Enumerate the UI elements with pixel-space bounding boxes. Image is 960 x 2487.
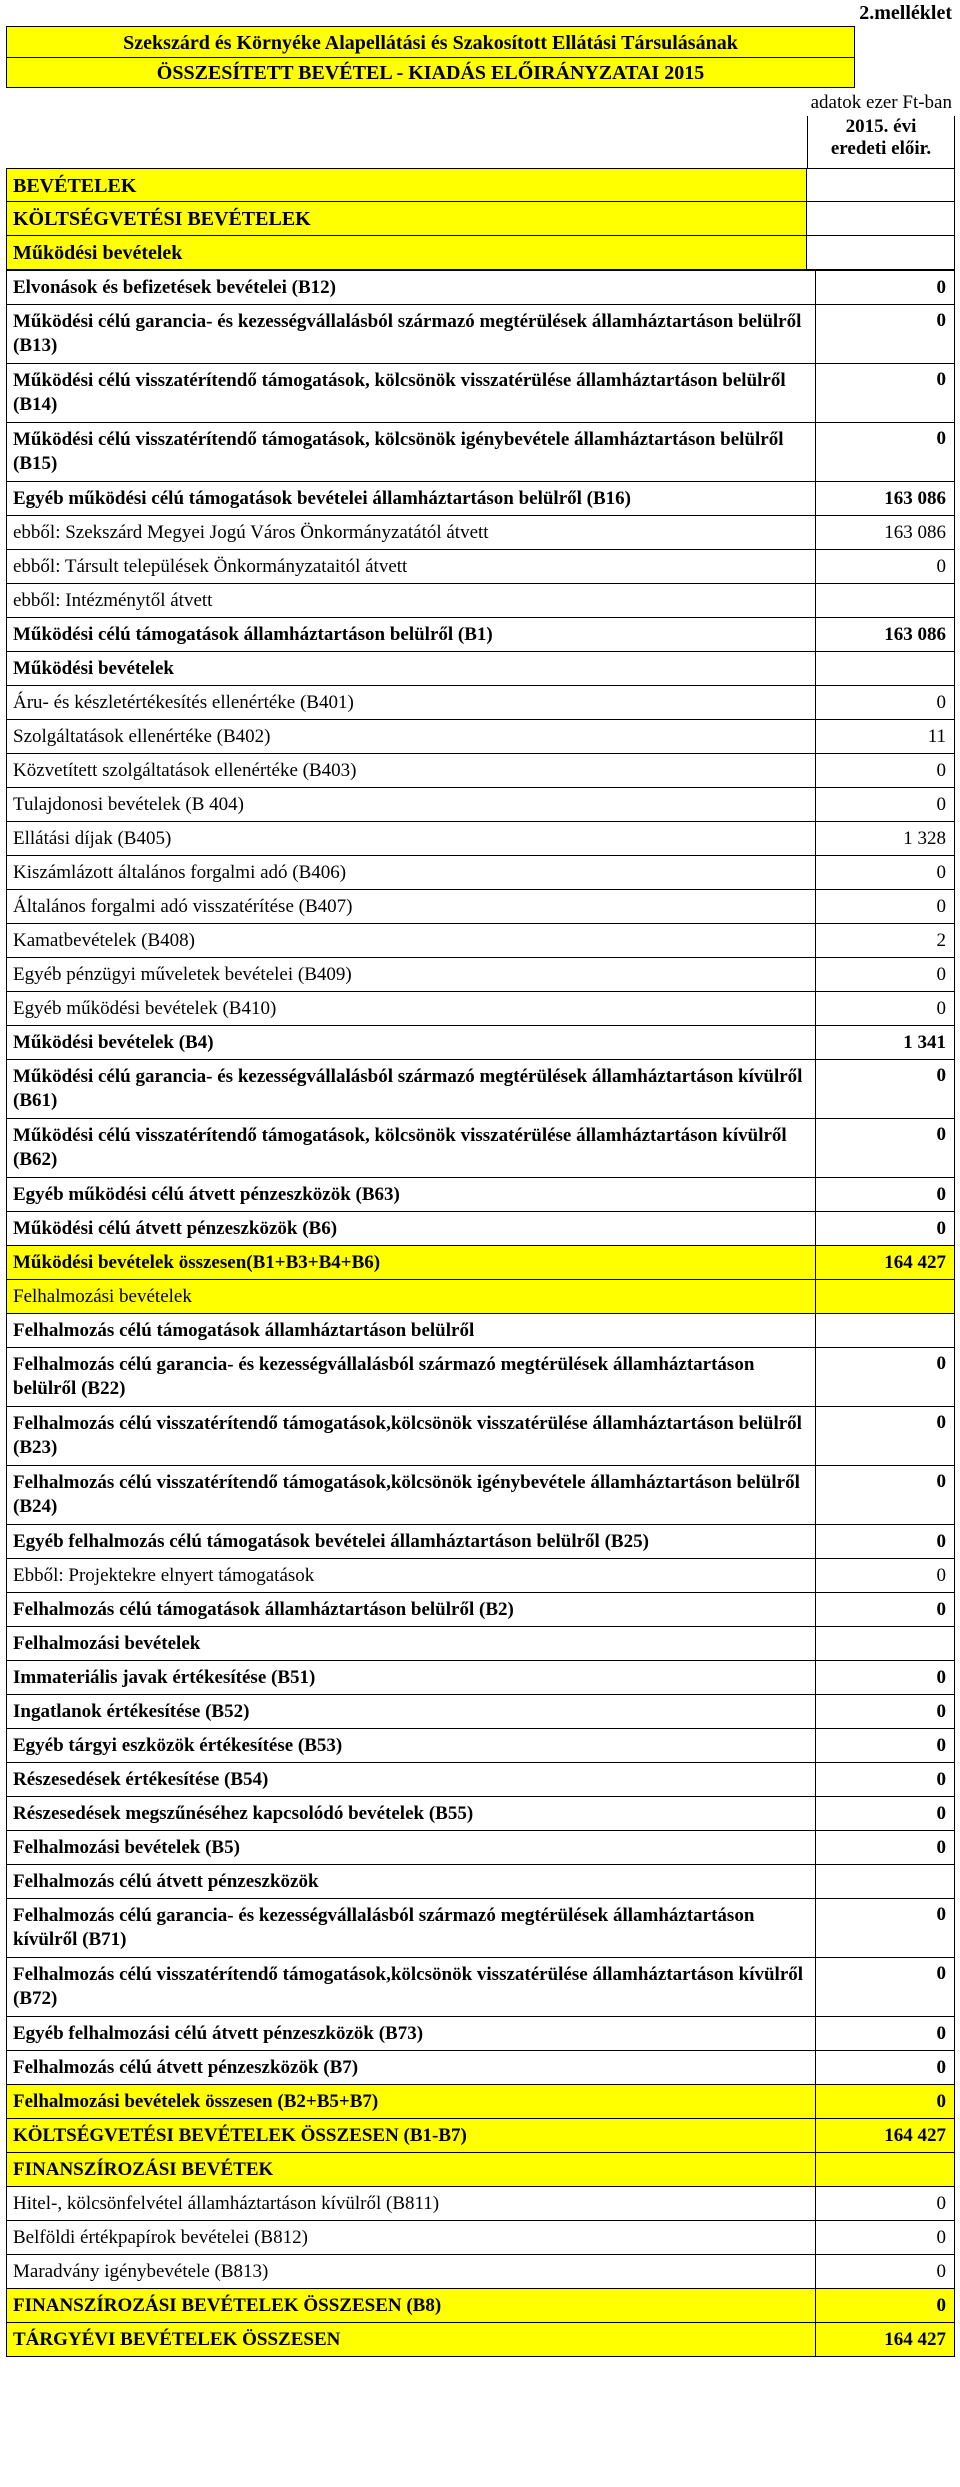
row-label: Egyéb pénzügyi műveletek bevételei (B409) — [7, 958, 816, 992]
row-label: Ellátási díjak (B405) — [7, 822, 816, 856]
row-label: Felhalmozás célú garancia- és kezességvállalásból származó megtérülések államháztartáson belülről (B22) — [7, 1348, 816, 1407]
table-row — [7, 1314, 955, 1348]
table-row — [7, 2289, 955, 2323]
row-label: Működési célú visszatérítendő támogatások, kölcsönök visszatérülése államháztartáson belülről (B14) — [7, 364, 816, 423]
row-label: Felhalmozás célú visszatérítendő támogatások,kölcsönök igénybevétele államháztartáson belülről (B24) — [7, 1466, 816, 1525]
table-row — [7, 1407, 955, 1466]
revenue-table — [6, 270, 955, 2357]
section-operating-revenues: Működési bevételek — [6, 236, 807, 270]
row-value: 0 — [816, 2221, 955, 2255]
row-value: 0 — [816, 1559, 955, 1593]
row-label: Működési bevételek összesen(B1+B3+B4+B6) — [7, 1246, 816, 1280]
row-value: 0 — [816, 2017, 955, 2051]
column-header-line-2: eredeti előir. — [830, 138, 932, 159]
row-value: 0 — [816, 305, 955, 364]
table-row — [7, 2051, 955, 2085]
row-label: Egyéb felhalmozás célú támogatások bevételei államháztartáson belülről (B25) — [7, 1525, 816, 1559]
table-row — [7, 1525, 955, 1559]
row-label: Ebből: Projektekre elnyert támogatások — [7, 1559, 816, 1593]
row-label: Felhalmozás célú átvett pénzeszközök (B7) — [7, 2051, 816, 2085]
table-row — [7, 924, 955, 958]
table-row — [7, 1831, 955, 1865]
row-value: 164 427 — [816, 1246, 955, 1280]
row-label: TÁRGYÉVI BEVÉTELEK ÖSSZESEN — [7, 2323, 816, 2357]
table-row — [7, 1797, 955, 1831]
row-label: ebből: Szekszárd Megyei Jogú Város Önkormányzatától átvett — [7, 516, 816, 550]
row-label: FINANSZÍROZÁSI BEVÉTEK — [7, 2153, 816, 2187]
table-row — [7, 958, 955, 992]
row-label: Egyéb tárgyi eszközök értékesítése (B53) — [7, 1729, 816, 1763]
row-value: 0 — [816, 1899, 955, 1958]
row-label: Működési célú támogatások államháztartáson belülről (B1) — [7, 618, 816, 652]
row-label: Felhalmozás célú garancia- és kezességvállalásból származó megtérülések államháztartáson kívülről (B71) — [7, 1899, 816, 1958]
row-label: Tulajdonosi bevételek (B 404) — [7, 788, 816, 822]
section-revenues-value-cell — [807, 168, 955, 202]
table-row — [7, 1466, 955, 1525]
table-row — [7, 1246, 955, 1280]
table-row — [7, 550, 955, 584]
table-row — [7, 1729, 955, 1763]
row-label: Közvetített szolgáltatások ellenértéke (B403) — [7, 754, 816, 788]
row-label: Felhalmozás célú átvett pénzeszközök — [7, 1865, 816, 1899]
column-header-line-1: 2015. évi — [845, 116, 917, 137]
row-value: 0 — [816, 1348, 955, 1407]
table-row — [7, 652, 955, 686]
table-row — [7, 2187, 955, 2221]
row-value: 164 427 — [816, 2119, 955, 2153]
table-row — [7, 2255, 955, 2289]
row-value: 1 328 — [816, 822, 955, 856]
row-value: 0 — [816, 1593, 955, 1627]
row-value — [816, 1627, 955, 1661]
row-label: Felhalmozási bevételek — [7, 1280, 816, 1314]
table-row — [7, 2221, 955, 2255]
section-operating-revenues-value-cell — [807, 236, 955, 270]
row-value: 164 427 — [816, 2323, 955, 2357]
table-row — [7, 1865, 955, 1899]
row-label: Immateriális javak értékesítése (B51) — [7, 1661, 816, 1695]
row-value — [816, 652, 955, 686]
row-label: Felhalmozás célú visszatérítendő támogatások,kölcsönök visszatérülése államháztartáson belülről (B23) — [7, 1407, 816, 1466]
row-value: 0 — [816, 1763, 955, 1797]
row-value: 0 — [816, 271, 955, 305]
row-label: Működési célú átvett pénzeszközök (B6) — [7, 1212, 816, 1246]
row-value: 0 — [816, 754, 955, 788]
table-row — [7, 584, 955, 618]
row-label: Működési célú garancia- és kezességvállalásból származó megtérülések államháztartáson belülről (B13) — [7, 305, 816, 364]
row-label: Kiszámlázott általános forgalmi adó (B406) — [7, 856, 816, 890]
row-value — [816, 1865, 955, 1899]
table-row — [7, 364, 955, 423]
row-label: Egyéb működési célú átvett pénzeszközök (B63) — [7, 1178, 816, 1212]
row-value: 163 086 — [816, 516, 955, 550]
row-value: 0 — [816, 1797, 955, 1831]
row-value: 0 — [816, 1407, 955, 1466]
table-row — [7, 1695, 955, 1729]
row-value: 0 — [816, 2289, 955, 2323]
row-value: 0 — [816, 2255, 955, 2289]
row-label: Hitel-, kölcsönfelvétel államháztartáson kívülről (B811) — [7, 2187, 816, 2221]
row-label: Kamatbevételek (B408) — [7, 924, 816, 958]
row-label: Egyéb működési célú támogatások bevételei államháztartáson belülről (B16) — [7, 482, 816, 516]
row-value: 0 — [816, 1466, 955, 1525]
table-row — [7, 618, 955, 652]
row-value: 0 — [816, 1729, 955, 1763]
row-value: 163 086 — [816, 482, 955, 516]
row-label: Belföldi értékpapírok bevételei (B812) — [7, 2221, 816, 2255]
table-row — [7, 2119, 955, 2153]
table-row — [7, 1212, 955, 1246]
row-value: 0 — [816, 550, 955, 584]
table-row — [7, 1899, 955, 1958]
row-label: Szolgáltatások ellenértéke (B402) — [7, 720, 816, 754]
row-label: Általános forgalmi adó visszatérítése (B407) — [7, 890, 816, 924]
row-label: Egyéb működési bevételek (B410) — [7, 992, 816, 1026]
row-label: Áru- és készletértékesítés ellenértéke (B401) — [7, 686, 816, 720]
row-label: Maradvány igénybevétele (B813) — [7, 2255, 816, 2289]
table-row — [7, 516, 955, 550]
table-row — [7, 1280, 955, 1314]
row-label: Egyéb felhalmozási célú átvett pénzeszközök (B73) — [7, 2017, 816, 2051]
row-value: 11 — [816, 720, 955, 754]
row-label: Elvonások és befizetések bevételei (B12) — [7, 271, 816, 305]
row-value: 0 — [816, 1525, 955, 1559]
table-row — [7, 822, 955, 856]
row-value: 0 — [816, 788, 955, 822]
row-value: 0 — [816, 364, 955, 423]
row-value: 0 — [816, 1212, 955, 1246]
row-value: 0 — [816, 2187, 955, 2221]
row-value: 0 — [816, 1695, 955, 1729]
table-row — [7, 1627, 955, 1661]
column-header — [807, 116, 955, 168]
table-row — [7, 1559, 955, 1593]
table-row — [7, 1060, 955, 1119]
row-label: FINANSZÍROZÁSI BEVÉTELEK ÖSSZESEN (B8) — [7, 2289, 816, 2323]
row-label: Működési bevételek (B4) — [7, 1026, 816, 1060]
row-label: Működési célú visszatérítendő támogatások, kölcsönök igénybevétele államháztartáson belülről (B15) — [7, 423, 816, 482]
row-label: Működési bevételek — [7, 652, 816, 686]
row-label: Ingatlanok értékesítése (B52) — [7, 1695, 816, 1729]
table-row — [7, 788, 955, 822]
row-value: 1 341 — [816, 1026, 955, 1060]
table-row — [7, 720, 955, 754]
row-value: 0 — [816, 1958, 955, 2017]
row-value: 0 — [816, 1831, 955, 1865]
table-row — [7, 2017, 955, 2051]
row-value: 0 — [816, 1060, 955, 1119]
row-value: 0 — [816, 423, 955, 482]
row-value: 163 086 — [816, 618, 955, 652]
table-row — [7, 754, 955, 788]
title-line-1: Szekszárd és Környéke Alapellátási és Szakosított Ellátási Társulásának — [6, 26, 855, 58]
unit-note: adatok ezer Ft-ban — [810, 92, 952, 113]
row-label: Felhalmozás célú visszatérítendő támogatások,kölcsönök visszatérülése államháztartáson kívülről (B72) — [7, 1958, 816, 2017]
table-row — [7, 2323, 955, 2357]
row-label: Működési célú garancia- és kezességvállalásból származó megtérülések államháztartáson kívülről (B61) — [7, 1060, 816, 1119]
row-value: 0 — [816, 1661, 955, 1695]
row-label: Felhalmozási bevételek (B5) — [7, 1831, 816, 1865]
table-row — [7, 2153, 955, 2187]
row-label: Működési célú visszatérítendő támogatások, kölcsönök visszatérülése államháztartáson kívülről (B62) — [7, 1119, 816, 1178]
table-row — [7, 271, 955, 305]
row-value: 0 — [816, 992, 955, 1026]
table-row — [7, 1593, 955, 1627]
table-row — [7, 423, 955, 482]
row-value: 0 — [816, 1178, 955, 1212]
title-line-2: ÖSSZESÍTETT BEVÉTEL - KIADÁS ELŐIRÁNYZATAI 2015 — [6, 58, 855, 88]
table-row — [7, 1178, 955, 1212]
section-budget-revenues-value-cell — [807, 202, 955, 236]
table-row — [7, 992, 955, 1026]
table-row — [7, 1661, 955, 1695]
row-label: KÖLTSÉGVETÉSI BEVÉTELEK ÖSSZESEN (B1-B7) — [7, 2119, 816, 2153]
table-row — [7, 1958, 955, 2017]
table-row — [7, 1119, 955, 1178]
row-value — [816, 1280, 955, 1314]
annex-label: 2.melléklet — [859, 2, 952, 24]
row-label: Részesedések megszűnéséhez kapcsolódó bevételek (B55) — [7, 1797, 816, 1831]
row-value: 2 — [816, 924, 955, 958]
row-value: 0 — [816, 2051, 955, 2085]
row-label: ebből: Intézménytől átvett — [7, 584, 816, 618]
table-row — [7, 1026, 955, 1060]
table-row — [7, 686, 955, 720]
table-row — [7, 1763, 955, 1797]
table-row — [7, 2085, 955, 2119]
row-value: 0 — [816, 958, 955, 992]
row-label: ebből: Társult települések Önkormányzataitól átvett — [7, 550, 816, 584]
row-label: Felhalmozási bevételek összesen (B2+B5+B7) — [7, 2085, 816, 2119]
row-label: Részesedések értékesítése (B54) — [7, 1763, 816, 1797]
row-value: 0 — [816, 2085, 955, 2119]
table-row — [7, 856, 955, 890]
row-value: 0 — [816, 890, 955, 924]
row-value — [816, 1314, 955, 1348]
row-value: 0 — [816, 1119, 955, 1178]
table-row — [7, 1348, 955, 1407]
row-label: Felhalmozás célú támogatások államháztartáson belülről (B2) — [7, 1593, 816, 1627]
table-row — [7, 890, 955, 924]
row-label: Felhalmozás célú támogatások államháztartáson belülről — [7, 1314, 816, 1348]
row-value: 0 — [816, 856, 955, 890]
row-value — [816, 2153, 955, 2187]
section-budget-revenues: KÖLTSÉGVETÉSI BEVÉTELEK — [6, 202, 807, 236]
row-value — [816, 584, 955, 618]
row-label: Felhalmozási bevételek — [7, 1627, 816, 1661]
table-row — [7, 482, 955, 516]
section-revenues: BEVÉTELEK — [6, 168, 807, 202]
table-row — [7, 305, 955, 364]
row-value: 0 — [816, 686, 955, 720]
